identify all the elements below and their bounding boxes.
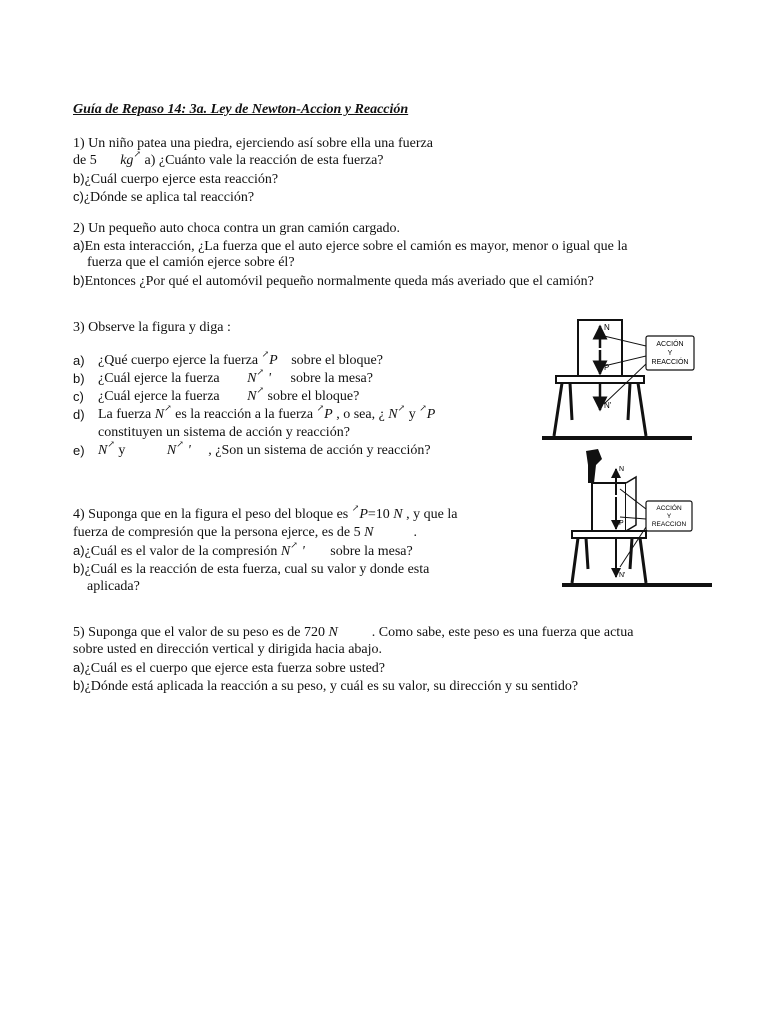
q2-b [73, 272, 594, 290]
vector-arrow-icon: ↗ [261, 349, 270, 359]
q3-d-sym1: N [154, 407, 165, 422]
box-line-2: Y [666, 513, 672, 520]
q1-line1: 1) Un niño patea una piedra, ejerciendo así sobre ella una fuerza [73, 136, 433, 151]
q2-a-letter: a) [73, 238, 85, 253]
q2-line1: 2) Un pequeño auto choca contra un gran camión cargado. [73, 221, 401, 236]
q5-line1 [73, 624, 633, 641]
vector-arrow-icon: ↗ [256, 385, 265, 395]
vec-n-label: N [619, 466, 625, 473]
q3-b-body [98, 367, 373, 388]
q3-b [73, 367, 373, 388]
q5-b [73, 677, 578, 695]
vec-n-label: N [604, 323, 610, 332]
q3-e-prime: ' [187, 443, 191, 458]
table-top [556, 376, 644, 383]
q5-b-letter: b) [73, 678, 85, 693]
q3-e-body [98, 439, 431, 460]
q1-c-letter: c) [73, 189, 84, 204]
q1-c [73, 188, 254, 206]
box-line-2: Y [667, 350, 673, 357]
q3-a [73, 349, 383, 370]
q4-line1-unit: N [393, 507, 403, 522]
q3-c-pre: ¿Cuál ejerce la fuerza [98, 389, 220, 404]
q5-line1-pre: 5) Suponga que el valor de su peso es de 720 [73, 625, 329, 640]
vector-arrow-icon: ↗ [164, 403, 172, 413]
q5-line1-post: . Como sabe, este peso es una fuerza que actua [371, 625, 634, 640]
q2-b-letter: b) [73, 273, 85, 288]
q3-d-y: y [405, 407, 420, 422]
hand-icon [586, 449, 602, 483]
vector-arrow-icon: ↗ [290, 540, 298, 550]
block-side [626, 477, 636, 531]
q4-line2-post: . [413, 525, 417, 540]
q3-line1: 3) Observe la figura y diga : [73, 320, 231, 335]
q3-a-pre: ¿Qué cuerpo ejerce la fuerza [98, 353, 262, 368]
q1-b-letter: b) [73, 171, 85, 186]
q4-a-post: sobre la mesa? [330, 544, 413, 559]
q3-d [73, 403, 436, 424]
q3-a-letter: a) [73, 353, 85, 368]
page-title: Guía de Repaso 14: 3a. Ley de Newton-Accion y Reacción [73, 102, 409, 117]
q4-line1 [73, 503, 458, 524]
vector-arrow-icon: ↗ [107, 439, 115, 449]
q4-a-prime: ' [301, 544, 305, 559]
q5-line1-unit: N [328, 625, 338, 640]
q3-a-sym: P [269, 353, 278, 368]
q3-c-sym: N [247, 389, 257, 404]
table-top [572, 531, 646, 538]
q5-line2: sobre usted en dirección vertical y dirigida hacia abajo. [73, 642, 383, 657]
figure-hand-pushing-block [560, 449, 720, 591]
vector-arrow-icon: ↗ [133, 149, 141, 159]
q3-d-cont: constituyen un sistema de acción y reacción? [98, 425, 350, 440]
floor [562, 583, 712, 587]
vector-arrow-icon: ↗ [256, 367, 265, 377]
q4-b-text: ¿Cuál es la reacción de esta fuerza, cual su valor y donde esta [84, 562, 430, 577]
q3-d-mid: es la reacción a la fuerza [171, 407, 317, 422]
q3-d-sym3: N [388, 407, 398, 422]
vector-arrow-icon: ↗ [316, 403, 325, 413]
box-line-1: ACCIÓN [656, 505, 682, 512]
q3-b-letter: b) [73, 371, 85, 386]
q4-b-letter: b) [73, 561, 85, 576]
q3-e-letter: e) [73, 443, 85, 458]
vec-p-label: P [619, 520, 624, 527]
q2-a-text: En esta interacción, ¿La fuerza que el auto ejerce sobre el camión es mayor, menor o igual que la [84, 239, 628, 254]
vec-np-label: N' [604, 401, 612, 410]
vector-arrow-icon: ↗ [397, 403, 406, 413]
q3-d-mid2: , o sea, ¿ [332, 407, 389, 422]
vec-np-label: N' [619, 572, 626, 579]
q3-e-post: , ¿Son un sistema de acción y reacción? [208, 443, 431, 458]
q4-a [73, 542, 413, 561]
q5-a-text: ¿Cuál es el cuerpo que ejerce esta fuerza sobre usted? [84, 661, 386, 676]
q3-d-sym2: P [324, 407, 333, 422]
floor [542, 436, 692, 440]
q3-a-post: sobre el bloque? [291, 353, 383, 368]
q4-line2-pre: fuerza de compresión que la persona ejerce, es de 5 [73, 525, 365, 540]
q3-c-letter: c) [73, 389, 84, 404]
q3-c [73, 385, 360, 406]
q1-quantity: de 5 [73, 153, 97, 168]
q3-b-prime: ' [268, 371, 272, 386]
q3-d-pre: La fuerza [98, 407, 155, 422]
q4-line1-sym: P [359, 507, 368, 522]
q4-line1-pre: 4) Suponga que en la figura el peso del bloque es [73, 507, 352, 522]
q4-line2 [73, 524, 417, 541]
q4-line2-unit: N [364, 525, 374, 540]
q4-a-letter: a) [73, 543, 85, 558]
q3-b-post: sobre la mesa? [290, 371, 373, 386]
box-line-3: REACCIÓN [651, 359, 689, 366]
q2-a [73, 237, 627, 255]
q2-b-text: Entonces ¿Por qué el automóvil pequeño normalmente queda más averiado que el camión? [84, 274, 594, 289]
q1-line2 [73, 149, 384, 170]
q3-e [73, 439, 431, 460]
q1-c-text: ¿Dónde se aplica tal reacción? [83, 190, 255, 205]
q4-a-sym: N [280, 544, 291, 559]
q3-b-pre: ¿Cuál ejerce la fuerza [98, 371, 220, 386]
q5-a-letter: a) [73, 660, 85, 675]
q3-c-post: sobre el bloque? [264, 389, 360, 404]
q5-b-text: ¿Dónde está aplicada la reacción a su peso, y cuál es su valor, su dirección y su sentido? [84, 679, 579, 694]
q5-a [73, 659, 385, 677]
q3-e-sym1: N [98, 443, 108, 458]
q2-a-cont: fuerza que el camión ejerce sobre él? [87, 255, 295, 270]
box-line-3: REACCION [651, 521, 687, 528]
q3-e-y: y [114, 443, 126, 458]
q1-b-text: ¿Cuál cuerpo ejerce esta reacción? [84, 172, 279, 187]
vec-p-label: P [604, 363, 610, 372]
q3-e-sym2: N [166, 443, 177, 458]
q3-b-sym: N [247, 371, 257, 386]
q3-d-letter: d) [73, 407, 85, 422]
q4-a-pre: ¿Cuál es el valor de la compresión [84, 544, 281, 559]
vector-arrow-icon: ↗ [176, 439, 184, 449]
q3-a-body [98, 349, 383, 370]
q4-b [73, 560, 429, 578]
q4-b-cont: aplicada? [87, 579, 140, 594]
q1-unit-kg: kg [120, 153, 134, 168]
figure-block-on-table [540, 316, 696, 444]
q3-d-sym4: P [426, 407, 436, 422]
q1-a-text: a) ¿Cuánto vale la reacción de esta fuerza? [140, 153, 384, 168]
q4-line1-post: , y que la [402, 507, 458, 522]
box-line-1: ACCIÓN [656, 341, 684, 348]
q1-b [73, 170, 278, 188]
q3-d-body [98, 403, 436, 424]
q4-line1-eq: =10 [367, 507, 394, 522]
vector-arrow-icon: ↗ [351, 503, 360, 513]
vector-arrow-icon: ↗ [419, 403, 427, 413]
